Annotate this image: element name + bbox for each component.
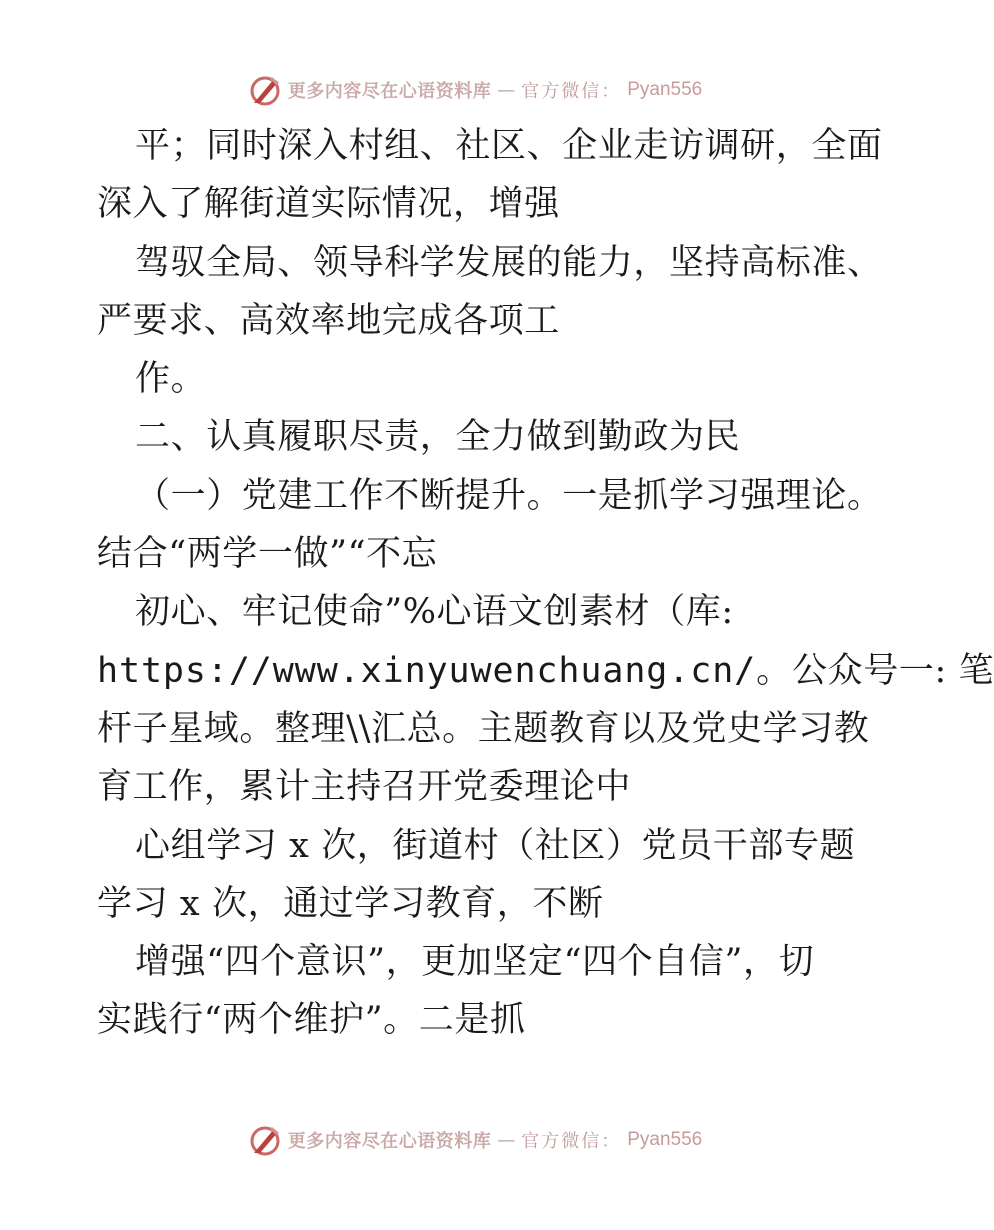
text-line: 驾驭全局、领导科学发展的能力，坚持高标准、	[135, 242, 883, 283]
text-line: 作。	[135, 359, 207, 400]
text-line: 杆子星域。整理\\汇总。主题教育以及党史学习教	[97, 708, 870, 749]
subsection-heading: （一）党建工作不断提升。一是抓学习强理论。	[135, 475, 883, 516]
quill-logo-icon	[248, 1123, 282, 1157]
banner-separator: —	[497, 1129, 516, 1151]
text-line: 实践行“两个维护”。二是抓	[97, 1000, 526, 1041]
header-watermark-banner	[0, 70, 950, 110]
text-line: 严要求、高效率地完成各项工	[97, 300, 560, 341]
text-line: 平；同时深入村组、社区、企业走访调研，全面	[135, 126, 883, 166]
footer-watermark-banner	[0, 1120, 950, 1160]
text-line: 增强“四个意识”，更加坚定“四个自信”，切	[135, 942, 815, 983]
text-fragment: 公众号一: 笔	[792, 650, 994, 691]
text-line: 育工作，累计主持召开党委理论中	[97, 767, 632, 808]
url-text: https://www.xinyuwenchuang.cn/。	[97, 650, 793, 691]
text-line: 初心、牢记使命”%心语文创素材（库:	[135, 592, 734, 633]
brand-text: 更多内容尽在心语资料库	[287, 81, 492, 102]
quill-logo-icon	[248, 73, 282, 107]
wechat-label: 官方微信：	[521, 1131, 622, 1152]
text-line: 心组学习 x 次，街道村（社区）党员干部专题	[135, 825, 856, 866]
wechat-id: Pyan556	[627, 79, 703, 100]
section-heading: 二、认真履职尽责，全力做到勤政为民	[135, 417, 741, 458]
brand-text: 更多内容尽在心语资料库	[287, 1131, 492, 1152]
banner-separator: —	[497, 79, 516, 101]
wechat-label: 官方微信：	[521, 81, 622, 102]
text-line: 深入了解街道实际情况，增强	[97, 184, 560, 225]
text-line: 结合“两学一做”“不忘	[97, 534, 438, 575]
document-body	[97, 117, 994, 1050]
text-line: 学习 x 次，通过学习教育，不断	[97, 883, 604, 924]
wechat-id: Pyan556	[627, 1129, 703, 1150]
url-line	[97, 642, 994, 700]
